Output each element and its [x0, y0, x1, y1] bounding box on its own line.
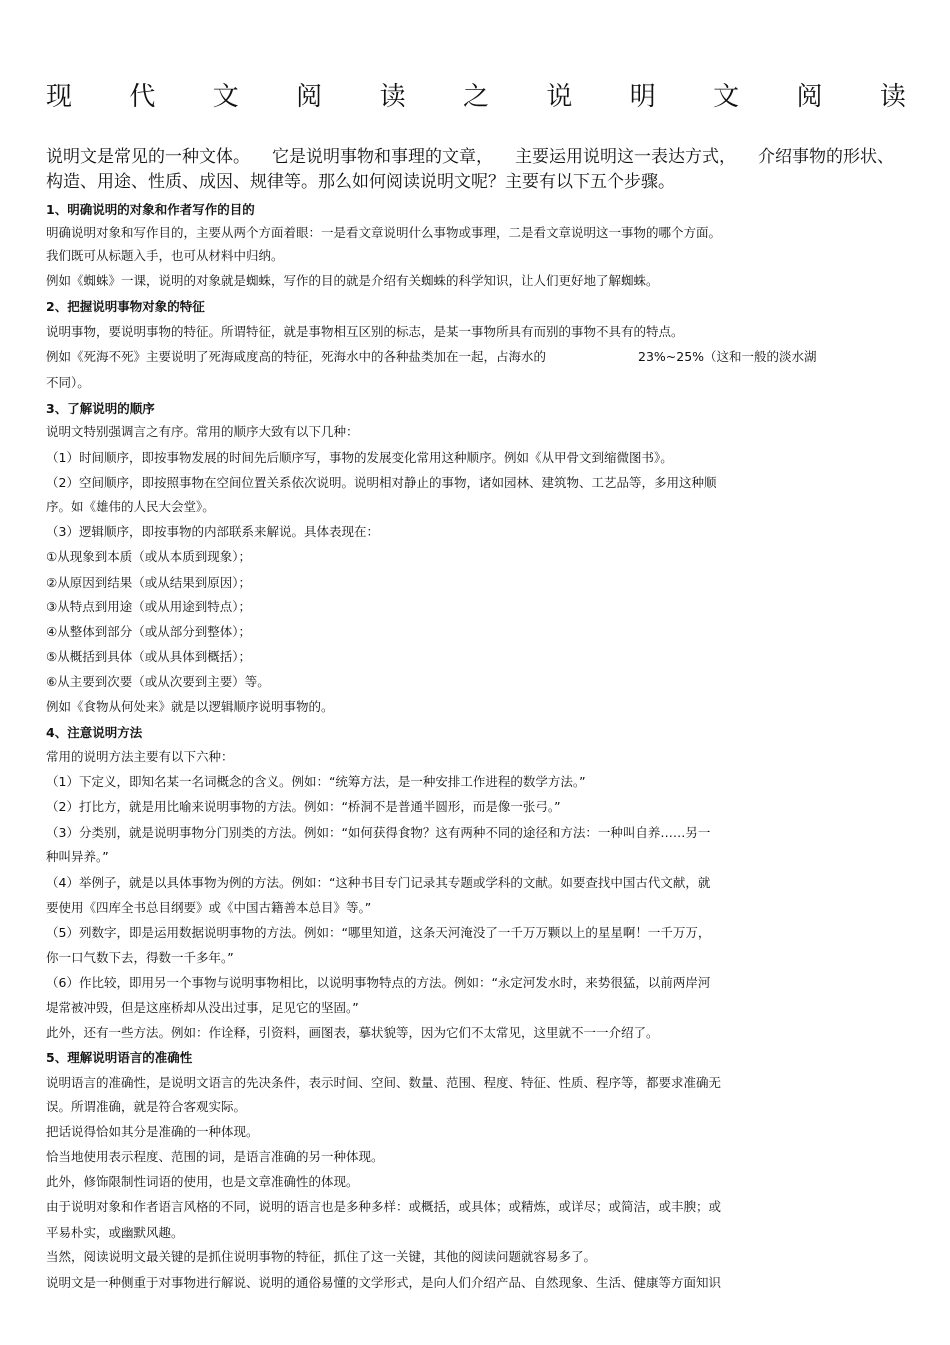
- body-line: 例如《死海不死》主要说明了死海咸度高的特征，死海水中的各种盐类加在一起，占海水的 23%~25%（这和一般的淡水湖: [46, 349, 817, 364]
- section-heading: 3、了解说明的顺序: [46, 401, 155, 416]
- body-line: 说明事物，要说明事物的特征。所谓特征，就是事物相互区别的标志，是某一事物所具有而别的事物不具有的特点。: [46, 324, 684, 339]
- body-line: 当然，阅读说明文最关键的是抓住说明事物的特征，抓住了这一关键，其他的阅读问题就容易多了。: [46, 1249, 597, 1264]
- section-heading: 1、明确说明的对象和作者写作的目的: [46, 202, 255, 217]
- body-line: （5）列数字，即是运用数据说明事物的方法。例如：“哪里知道，这条天河淹没了一千万万颗以上的星星啊！一千万万，: [46, 925, 711, 940]
- body-line: 种叫异养。”: [46, 849, 109, 864]
- title-char: 之: [462, 82, 489, 112]
- section-heading: 2、把握说明事物对象的特征: [46, 299, 205, 314]
- body-line: ④从整体到部分（或从部分到整体）；: [46, 624, 251, 639]
- title-char: 明: [629, 82, 656, 112]
- title-char: 读: [879, 82, 906, 112]
- body-line: 此外，修饰限制性词语的使用，也是文章准确性的体现。: [46, 1174, 359, 1189]
- title-char: 说: [546, 82, 573, 112]
- body-line: 说明文是一种侧重于对事物进行解说、说明的通俗易懂的文学形式，是向人们介绍产品、自然现象、生活、健康等方面知识: [46, 1275, 722, 1290]
- body-line: 平易朴实，或幽默风趣。: [46, 1225, 184, 1240]
- body-line: （2）打比方，就是用比喻来说明事物的方法。例如：“桥洞不是普通半圆形，而是像一张弓。”: [46, 799, 561, 814]
- body-line: （4）举例子，就是以具体事物为例的方法。例如：“这种书目专门记录其专题或学科的文献。如要查找中国古代文献，就: [46, 875, 711, 890]
- body-line: 明确说明对象和写作目的，主要从两个方面着眼：一是看文章说明什么事物或事理，二是看文章说明这一事物的哪个方面。: [46, 225, 722, 240]
- body-line: 此外，还有一些方法。例如：作诠释，引资料，画图表，摹状貌等，因为它们不太常见，这里就不一一介绍了。: [46, 1025, 659, 1040]
- body-line: （1）时间顺序，即按事物发展的时间先后顺序写，事物的发展变化常用这种顺序。例如《从甲骨文到缩微图书》。: [46, 450, 673, 465]
- title-char: 阅: [796, 82, 823, 112]
- body-line: （2）空间顺序，即按照事物在空间位置关系依次说明。说明相对静止的事物，诸如园林、建筑物、工艺品等，多用这种顺: [46, 475, 717, 490]
- title-char: 现: [46, 82, 73, 112]
- title-char: 阅: [296, 82, 323, 112]
- body-line: 常用的说明方法主要有以下六种：: [46, 749, 234, 764]
- body-line: 误。所谓准确，就是符合客观实际。: [46, 1099, 247, 1114]
- body-line: 你一口气数下去，得数一千多年。”: [46, 950, 234, 965]
- body-line: ⑥从主要到次要（或从次要到主要）等。: [46, 674, 270, 689]
- body-line: 例如《食物从何处来》就是以逻辑顺序说明事物的。: [46, 699, 334, 714]
- body-line: 说明文特别强调言之有序。常用的顺序大致有以下几种：: [46, 424, 359, 439]
- body-line: ③从特点到用途（或从用途到特点）；: [46, 599, 251, 614]
- body-line: 不同）。: [46, 375, 90, 390]
- body-line: 把话说得恰如其分是准确的一种体现。: [46, 1124, 259, 1139]
- title-char: 文: [713, 82, 740, 112]
- body-line: ⑤从概括到具体（或从具体到概括）；: [46, 649, 251, 664]
- body-line: 恰当地使用表示程度、范围的词，是语言准确的另一种体现。: [46, 1149, 384, 1164]
- body-line: 由于说明对象和作者语言风格的不同，说明的语言也是多种多样：或概括，或具体；或精炼，或详尽；或简洁，或丰腴；或: [46, 1199, 722, 1214]
- intro-line-1: 说明文是常见的一种文体。 它是说明事物和事理的文章， 主要运用说明这一表达方式， 介绍事物的形状、: [46, 147, 894, 167]
- title-char: 文: [212, 82, 239, 112]
- intro-paragraph: [46, 145, 926, 195]
- intro-line-2: 构造、用途、性质、成因、规律等。那么如何阅读说明文呢？主要有以下五个步骤。: [46, 172, 675, 192]
- body-line: ①从现象到本质（或从本质到现象）；: [46, 549, 251, 564]
- title-char: 代: [129, 82, 156, 112]
- title-char: 读: [379, 82, 406, 112]
- body-line: （6）作比较，即用另一个事物与说明事物相比，以说明事物特点的方法。例如：“永定河发水时，来势很猛，以前两岸河: [46, 975, 711, 990]
- body-line: ②从原因到结果（或从结果到原因）；: [46, 575, 251, 590]
- body-line: （3）逻辑顺序，即按事物的内部联系来解说。具体表现在：: [46, 524, 379, 539]
- section-heading: 5、理解说明语言的准确性: [46, 1050, 193, 1065]
- body-line: 堤常被冲毁，但是这座桥却从没出过事，足见它的坚固。”: [46, 1000, 359, 1015]
- page-title: [46, 80, 906, 114]
- body-line: 我们既可从标题入手，也可从材料中归纳。: [46, 248, 284, 263]
- body-line: （3）分类别，就是说明事物分门别类的方法。例如：“如何获得食物？这有两种不同的途径和方法：一种叫自养……另一: [46, 825, 711, 840]
- body-line: 例如《蜘蛛》一课，说明的对象就是蜘蛛，写作的目的就是介绍有关蜘蛛的科学知识，让人们更好地了解蜘蛛。: [46, 273, 659, 288]
- body-line: （1）下定义，即知名某一名词概念的含义。例如：“统筹方法，是一种安排工作进程的数学方法。”: [46, 774, 586, 789]
- body-line: 序。如《雄伟的人民大会堂》。: [46, 499, 215, 514]
- body-line: 说明语言的准确性，是说明文语言的先决条件，表示时间、空间、数量、范围、程度、特征、性质、程序等，都要求准确无: [46, 1075, 722, 1090]
- body-line: 要使用《四库全书总目纲要》或《中国古籍善本总目》等。”: [46, 900, 372, 915]
- section-heading: 4、注意说明方法: [46, 725, 143, 740]
